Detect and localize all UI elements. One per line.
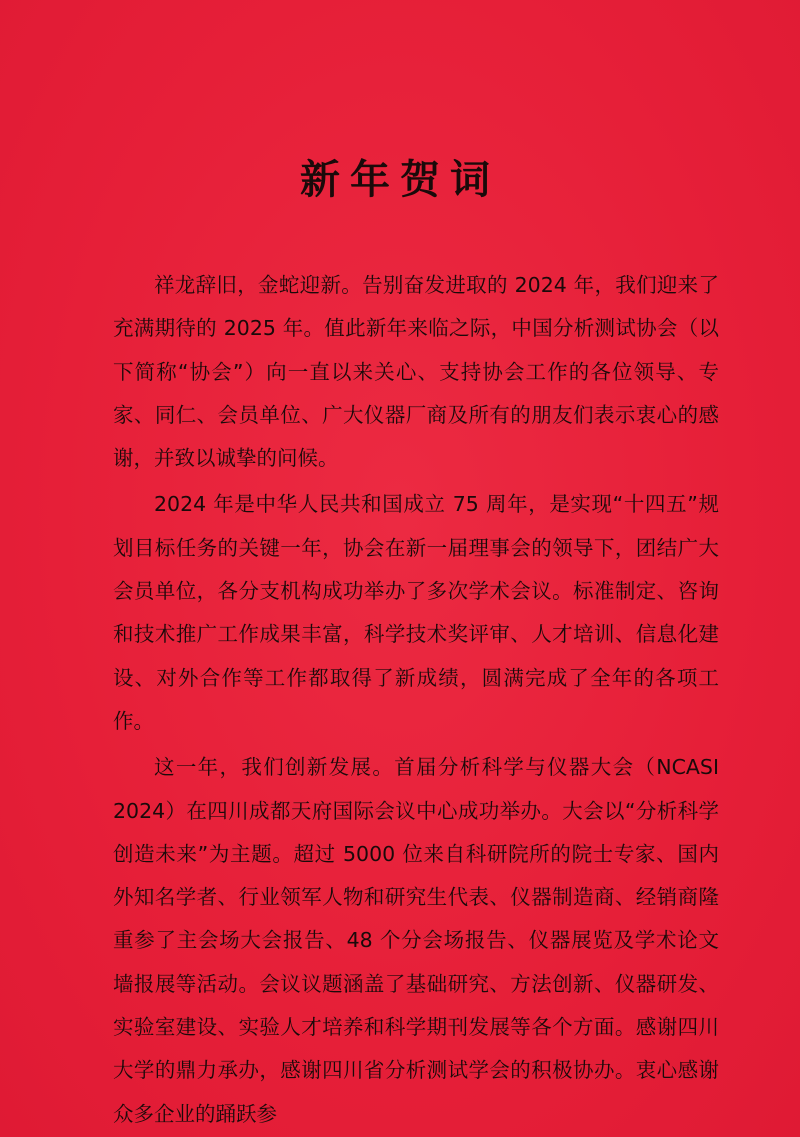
page-title: 新年贺词 — [300, 156, 500, 203]
letter-body — [113, 264, 719, 1137]
paragraph-2: 2024 年是中华人民共和国成立 75 周年，是实现“十四五”规划目标任务的关键一年，协会在新一届理事会的领导下，团结广大会员单位，各分支机构成功举办了多次学术会议。标准制定、咨询和技术推广工作成果丰富，科学技术奖评审、人才培训、信息化建设、对外合作等工作都取得了新成绩，圆满完成了全年的各项工作。 — [113, 492, 719, 733]
paragraph-3: 这一年，我们创新发展。首届分析科学与仪器大会（NCASI 2024）在四川成都天府国际会议中心成功举办。大会以“分析科学 创造未来”为主题。超过 5000 位来自科研院所的院士专家、国内外知名学者、行业领军人物和研究生代表、仪器制造商、经销商隆重参了主会场大会报告、48 个分会场报告、仪器展览及学术论文墙报展等活动。会议议题涵盖了基础研究、方法创新、仪器研发、实验室建设、实验人才培养和科学期刊发展等各个方面。感谢四川大学的鼎力承办，感谢四川省分析测试学会的积极协办。衷心感谢众多企业的踊跃参 — [113, 755, 719, 1126]
paragraph-1: 祥龙辞旧，金蛇迎新。告别奋发进取的 2024 年，我们迎来了充满期待的 2025 年。值此新年来临之际，中国分析测试协会（以下简称“协会”）向一直以来关心、支持协会工作的各位领导、专家、同仁、会员单位、广大仪器厂商及所有的朋友们表示衷心的感谢，并致以诚挚的问候。 — [113, 273, 719, 471]
